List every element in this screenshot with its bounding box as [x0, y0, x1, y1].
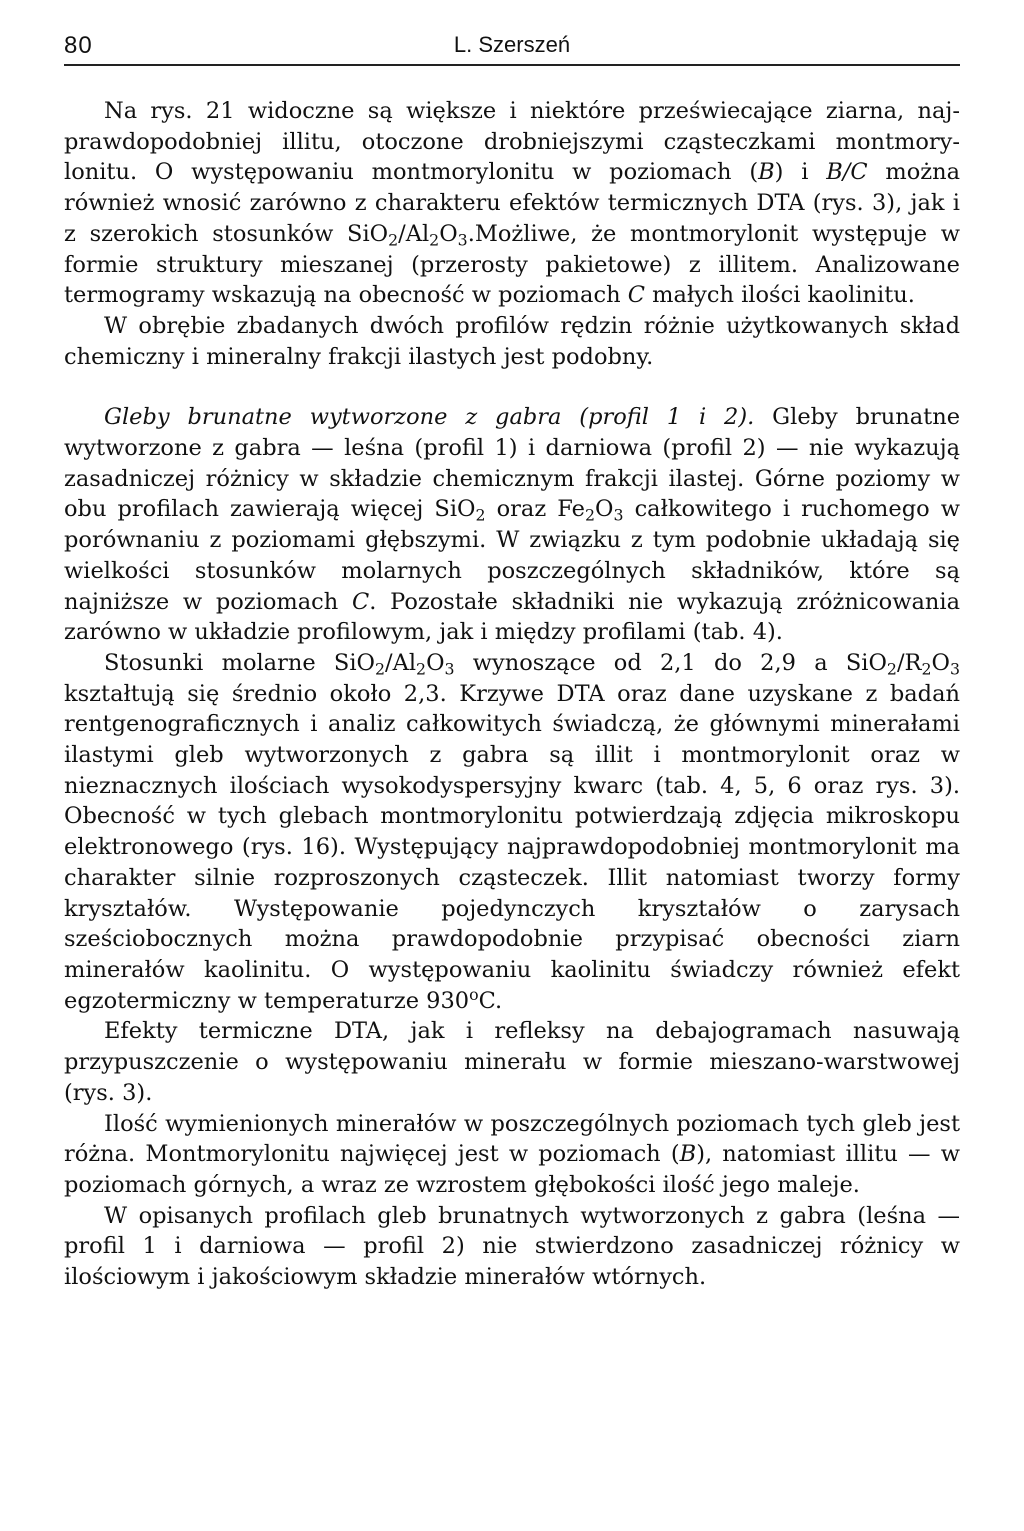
paragraph: W opisanych profilach gleb brunatnych wytworzonych z gabra (leśna — profil 1 i darniowa — profil 2) nie stwierdzono zasadniczej różnicy w ilościowym i jakościowym składzie minerałów wtórnych.	[64, 1202, 960, 1291]
body-text	[64, 96, 960, 1293]
paragraph: Efekty termiczne DTA, jak i refleksy na debajogramach nasuwają przypuszczenie o występowaniu minerału w formie mieszano-warstwowej (rys. 3).	[64, 1018, 960, 1106]
paragraph: Stosunki molarne $SiO_2/Al_2O_3$ wynoszące od 2,1 do 2,9 a $SiO_2/R_2O_3$ kształtują się średnio około 2,3. Krzywe DTA oraz dane uzyskane z badań rentgenograficznych i analiz całkowitych świadczą, że głównymi minerałami ilastymi gleb wytworzonych z gabra są illit i montmorylonit oraz w nieznacznych ilościach wysokodyspersyjny kwarc (tab. 4, 5, 6 oraz rys. 3). Obecność w tych glebach montmorylonitu potwierdzają zdjęcia mikroskopu elektronowego (rys. 16). Występujący najprawdopodobniej montmorylonit ma charakter silnie rozproszonych cząsteczek. Illit natomiast tworzy formy kryształów. Występowanie pojedynczych kryształów o zarysach sześciobocznych można prawdopodobnie przypisać obecności ziarn minerałów kaolinitu. O występowaniu kaolinitu świadczy również efekt egzotermiczny w temperaturze 930$^o$C.	[64, 649, 960, 1014]
running-head-author: L. Szerszeń	[453, 32, 571, 57]
page-number: 80	[64, 32, 93, 59]
paragraph: W obrębie zbadanych dwóch profilów rędzin różnie użytkowanych skład chemiczny i mineralny frakcji ilastych jest podobny.	[64, 312, 960, 370]
paragraph-section-heading: Gleby brunatne wytworzone z gabra (profil 1 i 2). Gleby brunatne wytworzone z gabra — leśna (profil 1) i darniowa (profil 2) — nie wykazują zasadniczej różnicy w składzie chemicznym frakcji ilastej. Górne poziomy w obu profilach zawierają więcej SiO$_2$ oraz $Fe_2O_3$ całkowitego i ruchomego w porównaniu z poziomami głębszymi. W związku z tym podobnie układają się wielkości stosunków molarnych poszczególnych składników, które są najniższe w poziomach C. Pozostałe składniki nie wykazują zróżnicowania zarówno w układzie profilowym, jak i między profilami (tab. 4).	[64, 404, 961, 646]
paragraph: Na rys. 21 widoczne są większe i niektóre przeświecające ziarna, najprawdopodobniej illitu, otoczone drobniejszymi cząsteczkami montmorylonitu. O występowaniu montmorylonitu w poziomach (B) i B/C można również wnosić zarówno z charakteru efektów termicznych DTA (rys. 3), jak i z szerokich stosunków $SiO_2/Al_2O_3.Możliwe$, że montmorylonit występuje w formie struktury mieszanej (przerosty pakietowe) z illitem. Analizowane termogramy wskazują na obecność w poziomach C małych ilości kaolinitu.	[64, 98, 961, 309]
page-header	[64, 24, 960, 66]
paragraph: Ilość wymienionych minerałów w poszczególnych poziomach tych gleb jest różna. Montmorylonitu najwięcej jest w poziomach (B), natomiast illitu — w poziomach górnych, a wraz ze wzrostem głębokości ilość jego maleje.	[64, 1110, 960, 1198]
section-heading: Gleby brunatne wytworzone z gabra (profil 1 i 2).	[104, 404, 755, 431]
